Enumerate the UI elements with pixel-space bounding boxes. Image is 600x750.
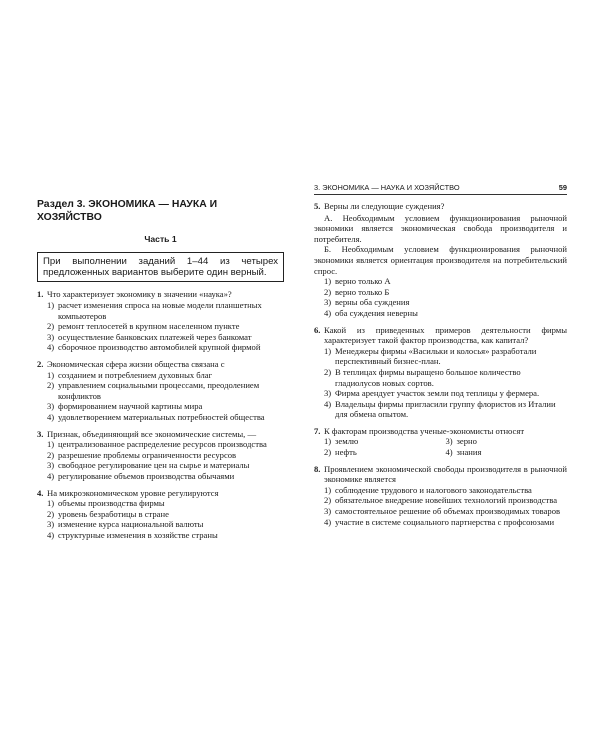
question-text: На микроэкономическом уровне регулируются xyxy=(47,487,219,498)
answer-option[interactable]: 1) расчет изменения спроса на новые модели планшетных компьютеров xyxy=(47,300,262,321)
answer-options xyxy=(324,276,567,318)
left-page xyxy=(37,198,284,546)
question-text: Экономическая сфера жизни общества связана с xyxy=(47,358,225,369)
question-5 xyxy=(314,201,567,319)
part-title: Часть 1 xyxy=(144,234,177,244)
answer-option[interactable]: 1) централизованное распределение ресурсов производства xyxy=(47,439,267,450)
answer-options xyxy=(47,370,284,423)
answer-option[interactable]: 3) изменение курса национальной валюты xyxy=(47,519,204,530)
question-text: Проявлением экономической свободы производителя в рыночной экономике является xyxy=(324,463,567,485)
instructions-box: При выполнении заданий 1–44 из четырех предложенных вариантов выберите один верный. xyxy=(37,252,284,283)
question-number: 8. xyxy=(314,463,321,474)
left-question-list xyxy=(37,289,284,540)
statement-b: Б. Необходимым условием функционирования рыночной экономики является ориентация производителя на потребительский спрос. xyxy=(314,244,567,276)
answer-options xyxy=(47,300,284,353)
answer-option[interactable]: 3) формированием научной картины мира xyxy=(47,401,203,412)
answer-option[interactable]: 3) зерно xyxy=(445,436,477,447)
question-8 xyxy=(314,464,567,528)
answer-options xyxy=(324,346,567,420)
answer-options xyxy=(47,439,284,481)
question-number: 7. xyxy=(314,425,321,436)
question-1 xyxy=(37,289,284,353)
answer-option[interactable]: 1) землю xyxy=(324,436,359,447)
question-number: 6. xyxy=(314,324,321,335)
question-text: Признак, объединяющий все экономические системы, — xyxy=(47,428,257,439)
answer-option[interactable]: 4) оба суждения неверны xyxy=(324,307,418,318)
running-head-title: 3. ЭКОНОМИКА — НАУКА И ХОЗЯЙСТВО xyxy=(314,183,460,192)
right-page xyxy=(314,183,567,533)
answer-option[interactable]: 3) верны оба суждения xyxy=(324,297,410,308)
answer-option[interactable]: 4) сборочное производство автомобилей крупной фирмой xyxy=(47,342,261,353)
question-number: 1. xyxy=(37,289,44,300)
answer-option[interactable]: 2) В теплицах фирмы выращено большое количество гладиолусов новых сортов. xyxy=(324,366,521,388)
answer-option[interactable]: 2) уровень безработицы в стране xyxy=(47,508,169,519)
answer-option[interactable]: 1) Менеджеры фирмы «Васильки и колосья» разработали перспективный бизнес-план. xyxy=(324,345,537,367)
answer-option[interactable]: 4) знания xyxy=(445,447,482,458)
section-title: Раздел 3. ЭКОНОМИКА — НАУКА И ХОЗЯЙСТВО xyxy=(37,199,218,223)
answer-option[interactable]: 1) объемы производства фирмы xyxy=(47,498,165,509)
question-number: 4. xyxy=(37,487,44,498)
answer-option[interactable]: 3) Фирма арендует участок земли под теплицы у фермера. xyxy=(324,388,540,399)
answer-option[interactable]: 2) верно только Б xyxy=(324,286,390,297)
answer-option[interactable]: 3) осуществление банковских платежей через банкомат xyxy=(47,331,252,342)
answer-option[interactable]: 2) ремонт теплосетей в крупном населенном пункте xyxy=(47,321,240,332)
question-2 xyxy=(37,359,284,423)
answer-option[interactable]: 4) удовлетворением материальных потребностей общества xyxy=(47,411,265,422)
question-text: Какой из приведенных примеров деятельности фирмы характеризует такой фактор производства, как капитал? xyxy=(324,324,567,346)
answer-option[interactable]: 1) верно только А xyxy=(324,276,391,287)
page-number: 59 xyxy=(558,183,567,192)
question-text: Верны ли следующие суждения? xyxy=(324,201,445,211)
answer-option[interactable]: 2) обязательное внедрение новейших технологий производства xyxy=(324,495,558,506)
question-text: Что характеризует экономику в значении «наука»? xyxy=(47,289,232,300)
question-6 xyxy=(314,325,567,420)
question-text: К факторам производства ученые-экономисты относят xyxy=(324,425,525,436)
question-4 xyxy=(37,488,284,541)
answer-option[interactable]: 1) созданием и потреблением духовных благ xyxy=(47,369,213,380)
answer-option[interactable]: 4) Владельцы фирмы пригласили группу флористов из Италии для обмена опытом. xyxy=(324,398,556,420)
question-number: 5. xyxy=(314,201,321,211)
answer-options xyxy=(47,498,284,540)
answer-option[interactable]: 2) разрешение проблемы ограниченности ресурсов xyxy=(47,449,237,460)
statement-a: А. Необходимым условием функционирования рыночной экономики является экономическая свобода производителя и потребителя. xyxy=(314,212,567,244)
answer-option[interactable]: 4) структурные изменения в хозяйстве страны xyxy=(47,529,218,540)
answer-options xyxy=(324,485,567,527)
answer-option[interactable]: 3) свободное регулирование цен на сырье и материалы xyxy=(47,460,250,471)
question-7 xyxy=(314,426,567,458)
answer-option[interactable]: 4) регулирование объемов производства обычаями xyxy=(47,470,235,481)
answer-options xyxy=(324,436,567,457)
question-number: 2. xyxy=(37,358,44,369)
answer-option[interactable]: 2) нефть xyxy=(324,447,357,458)
answer-option[interactable]: 4) участие в системе социального партнерства с профсоюзами xyxy=(324,516,555,527)
question-number: 3. xyxy=(37,428,44,439)
running-head xyxy=(314,183,567,195)
answer-option[interactable]: 3) самостоятельное решение об объемах производимых товаров xyxy=(324,506,561,517)
question-3 xyxy=(37,429,284,482)
answer-option[interactable]: 2) управлением социальными процессами, преодолением конфликтов xyxy=(47,380,260,401)
answer-option[interactable]: 1) соблюдение трудового и налогового законодательства xyxy=(324,484,532,495)
